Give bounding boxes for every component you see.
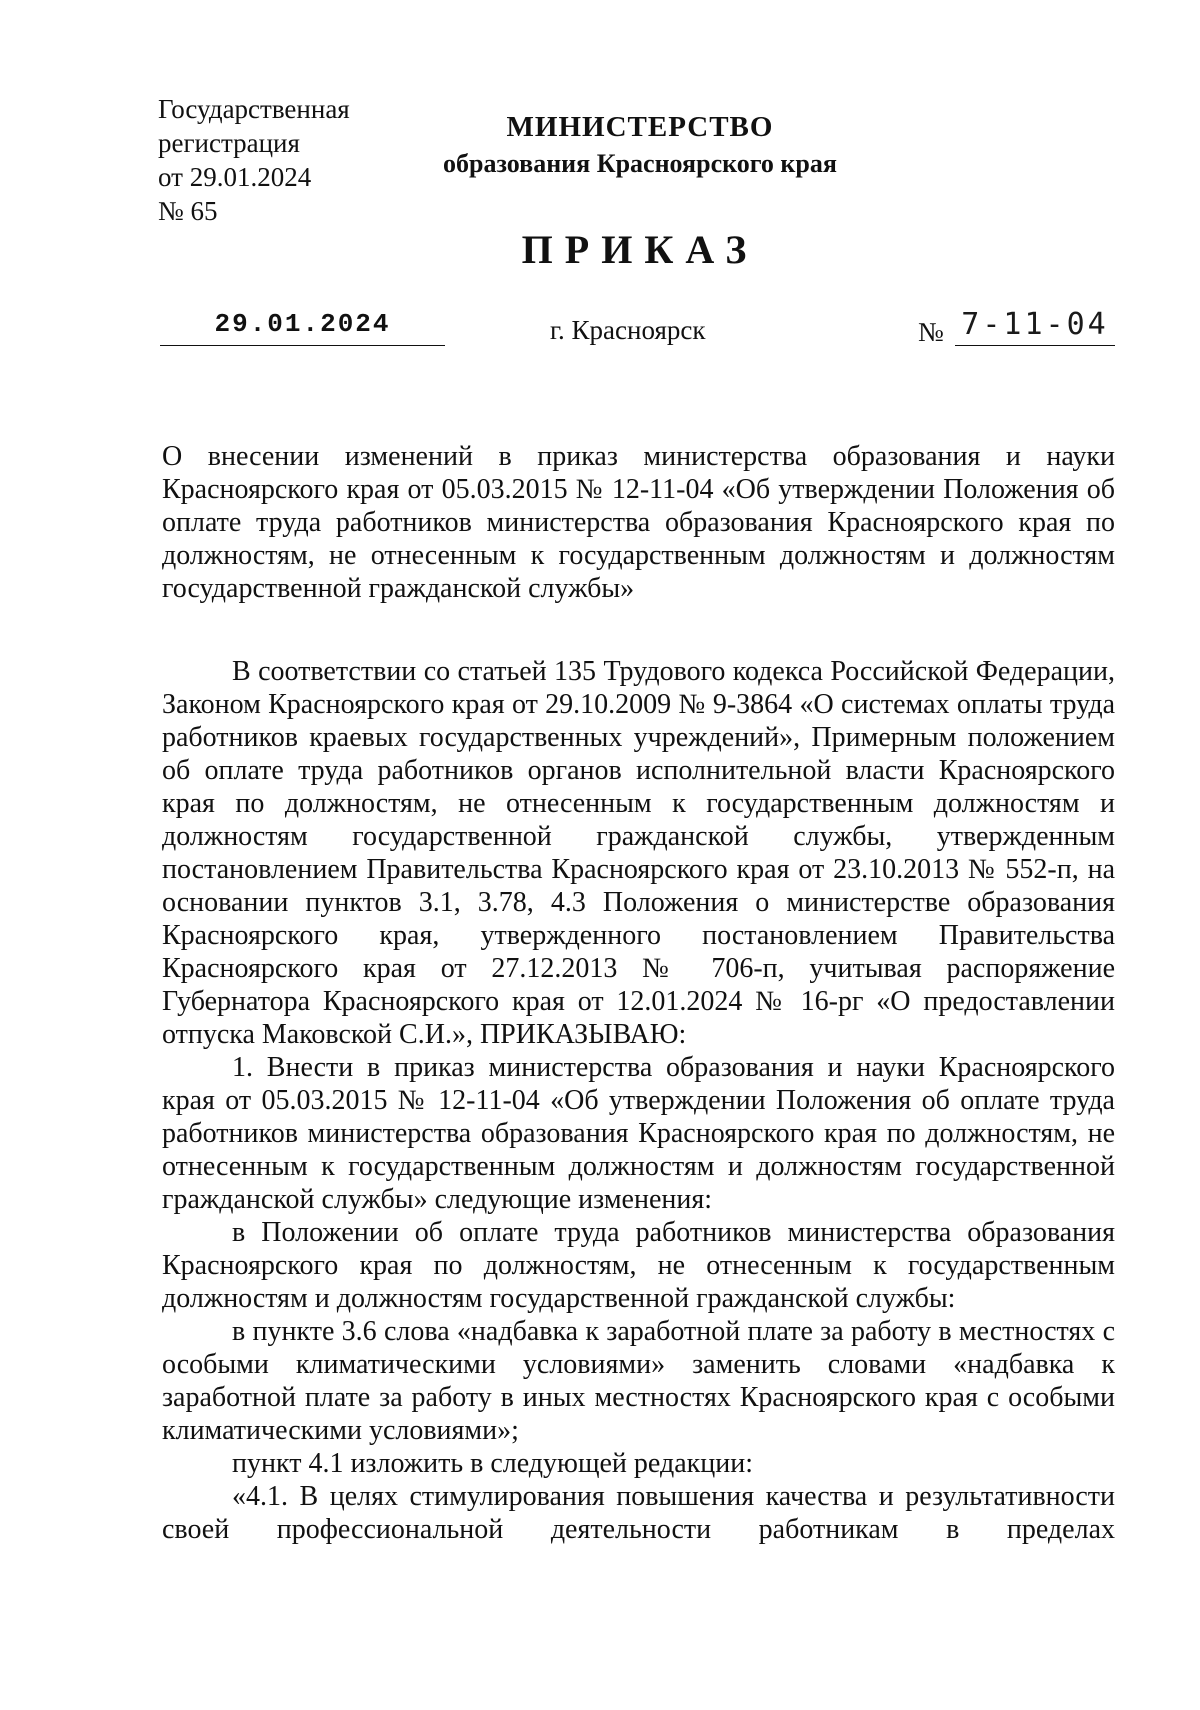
date-field (160, 305, 445, 346)
number-label: № (918, 317, 944, 347)
registration-line-2: регистрация (158, 128, 300, 158)
registration-number: № 65 (158, 196, 218, 226)
registration-stamp (158, 92, 350, 228)
ministry-subtitle: образования Красноярского края (443, 149, 837, 178)
clause-4-1-intro: пункт 4.1 изложить в следующей редакции: (232, 1448, 753, 1479)
preamble-paragraph: В соответствии со статьей 135 Трудового кодекса Российской Федерации, Законом Красноярского края от 29.10.2009 № 9-3864 «О системах оплаты труда работников краевых государственных учреждений», Примерным положением об оплате труда работников органов исполнительной власти Красноярского края по должностям, не отнесенным к государственным должностям и должностям государственной гражданской службы, утвержденным постановлением Правительства Красноярского края от 23.10.2013 № 552-п, на основании пунктов 3.1, 3.78, 4.3 Положения о министерстве образования Красноярского края, утвержденного постановлением Правительства Красноярского края от 27.12.2013 № 706-п, учитывая распоряжение Губернатора Красноярского края от 12.01.2024 № 16-рг «О предоставлении отпуска Маковской С.И.», ПРИКАЗЫВАЮ: (162, 656, 1115, 1050)
city-name: г. Красноярск (550, 315, 706, 345)
document-type-title: ПРИКАЗ (521, 227, 759, 272)
order-subject: О внесении изменений в приказ министерства образования и науки Красноярского края от 05.03.2015 № 12-11-04 «Об утверждении Положения об оплате труда работников министерства образования Красноярского края по должностям, не отнесенным к государственным должностям и должностям государственной гражданской службы» (162, 441, 1115, 604)
clause-1-paragraph: 1. Внести в приказ министерства образования и науки Красноярского края от 05.03.2015 № 12-11-04 «Об утверждении Положения об оплате труда работников министерства образования Красноярского края по должностям, не отнесенным к государственным должностям и должностям государственной гражданской службы» следующие изменения: (162, 1052, 1115, 1215)
ministry-header (380, 108, 900, 182)
ministry-title: МИНИСТЕРСТВО (506, 111, 774, 143)
registration-line-1: Государственная (158, 94, 350, 124)
order-number: 7-11-04 (961, 307, 1109, 342)
document-body (162, 440, 1115, 1546)
number-field (955, 305, 1115, 346)
clause-4-1-text: «4.1. В целях стимулирования повышения качества и результативности своей профессиональной деятельности работникам в пределах (162, 1481, 1115, 1545)
regulation-paragraph: в Положении об оплате труда работников министерства образования Красноярского края по должностям, не отнесенным к государственным должностям и должностям государственной гражданской службы: (162, 1217, 1115, 1314)
clause-3-6-paragraph: в пункте 3.6 слова «надбавка к заработной плате за работу в местностях с особыми климатическими условиями» заменить словами «надбавка к заработной плате за работу в иных местностях Красноярского края с особыми климатическими условиями»; (162, 1316, 1115, 1446)
date-city-number-line (0, 305, 1200, 355)
order-date: 29.01.2024 (214, 309, 391, 339)
registration-date: от 29.01.2024 (158, 162, 312, 192)
